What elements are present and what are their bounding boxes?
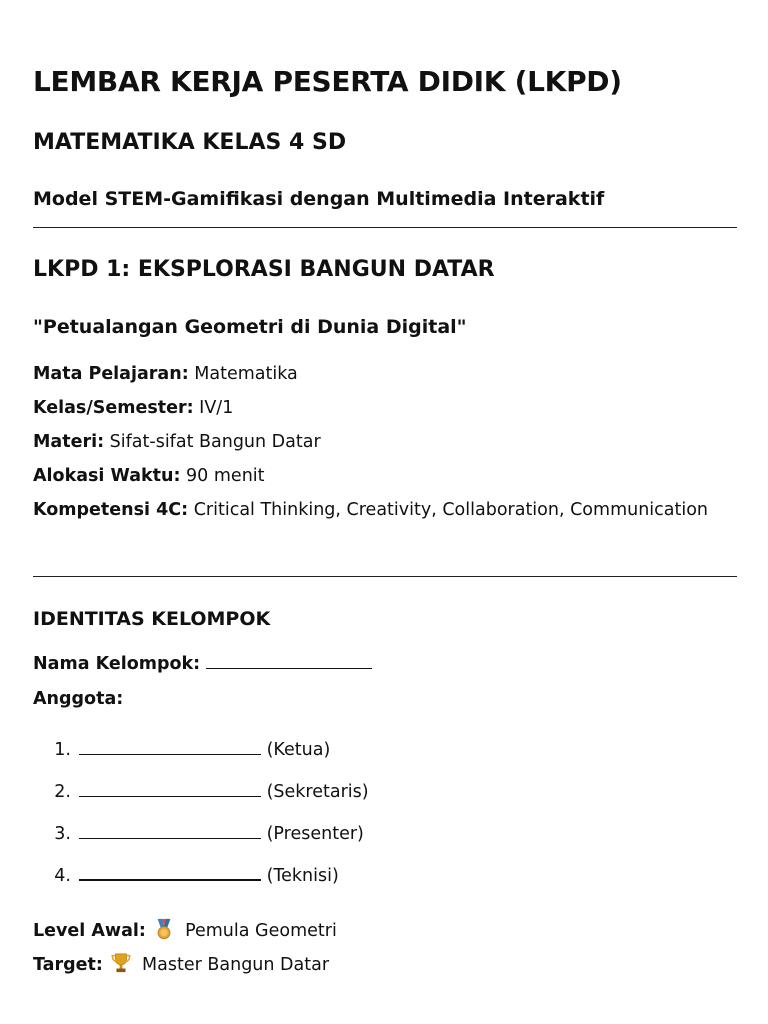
member-number: 3. <box>54 824 71 844</box>
member-role: (Ketua) <box>266 740 331 760</box>
info-value: IV/1 <box>199 398 234 418</box>
info-value: Sifat-sifat Bangun Datar <box>109 432 321 452</box>
divider <box>33 227 737 228</box>
info-label: Materi: <box>33 432 105 452</box>
group-name-label: Nama Kelompok: <box>33 654 201 674</box>
member-role: (Teknisi) <box>266 866 339 886</box>
info-value: Matematika <box>194 364 298 384</box>
document-title: LEMBAR KERJA PESERTA DIDIK (LKPD) <box>33 65 622 98</box>
member-name-blank[interactable] <box>79 878 261 881</box>
member-number: 4. <box>54 866 71 886</box>
level-start-value: Pemula Geometri <box>185 921 337 941</box>
member-name-blank[interactable] <box>79 753 261 755</box>
level-start-row <box>33 914 337 948</box>
members-label: Anggota: <box>33 689 124 709</box>
member-role: (Presenter) <box>266 824 364 844</box>
list-item <box>33 778 737 820</box>
model-heading: Model STEM-Gamifikasi dengan Multimedia Interaktif <box>33 188 605 210</box>
level-target-label: Target: <box>33 955 103 975</box>
members-list <box>33 736 737 904</box>
level-start-label: Level Awal: <box>33 921 146 941</box>
info-label: Kelas/Semester: <box>33 398 194 418</box>
group-name-row <box>33 650 372 678</box>
member-number: 2. <box>54 782 71 802</box>
member-name-blank[interactable] <box>79 837 261 839</box>
info-label: Mata Pelajaran: <box>33 364 189 384</box>
group-name-blank[interactable] <box>206 667 372 669</box>
info-value: 90 menit <box>186 466 265 486</box>
info-row-class-semester <box>33 391 737 425</box>
list-item <box>33 820 737 862</box>
list-item <box>33 862 737 904</box>
divider <box>33 576 737 577</box>
member-name-blank[interactable] <box>79 795 261 797</box>
info-row-competency <box>33 493 737 527</box>
subject-class-heading: MATEMATIKA KELAS 4 SD <box>33 130 347 155</box>
level-target-row <box>33 948 337 982</box>
info-list <box>33 357 737 527</box>
level-target-value: Master Bangun Datar <box>142 955 330 975</box>
info-label: Alokasi Waktu: <box>33 466 181 486</box>
identity-heading: IDENTITAS KELOMPOK <box>33 608 271 630</box>
info-row-time <box>33 459 737 493</box>
lkpd-subtitle: "Petualangan Geometri di Dunia Digital" <box>33 316 467 338</box>
member-role: (Sekretaris) <box>266 782 369 802</box>
info-row-material <box>33 425 737 459</box>
info-row-subject <box>33 357 737 391</box>
medal-icon <box>153 918 175 940</box>
list-item <box>33 736 737 778</box>
info-value: Critical Thinking, Creativity, Collaboration, Communication <box>193 500 709 520</box>
trophy-icon <box>110 952 132 974</box>
info-label: Kompetensi 4C: <box>33 500 189 520</box>
member-number: 1. <box>54 740 71 760</box>
level-section <box>33 914 337 982</box>
lkpd-heading: LKPD 1: EKSPLORASI BANGUN DATAR <box>33 257 495 282</box>
